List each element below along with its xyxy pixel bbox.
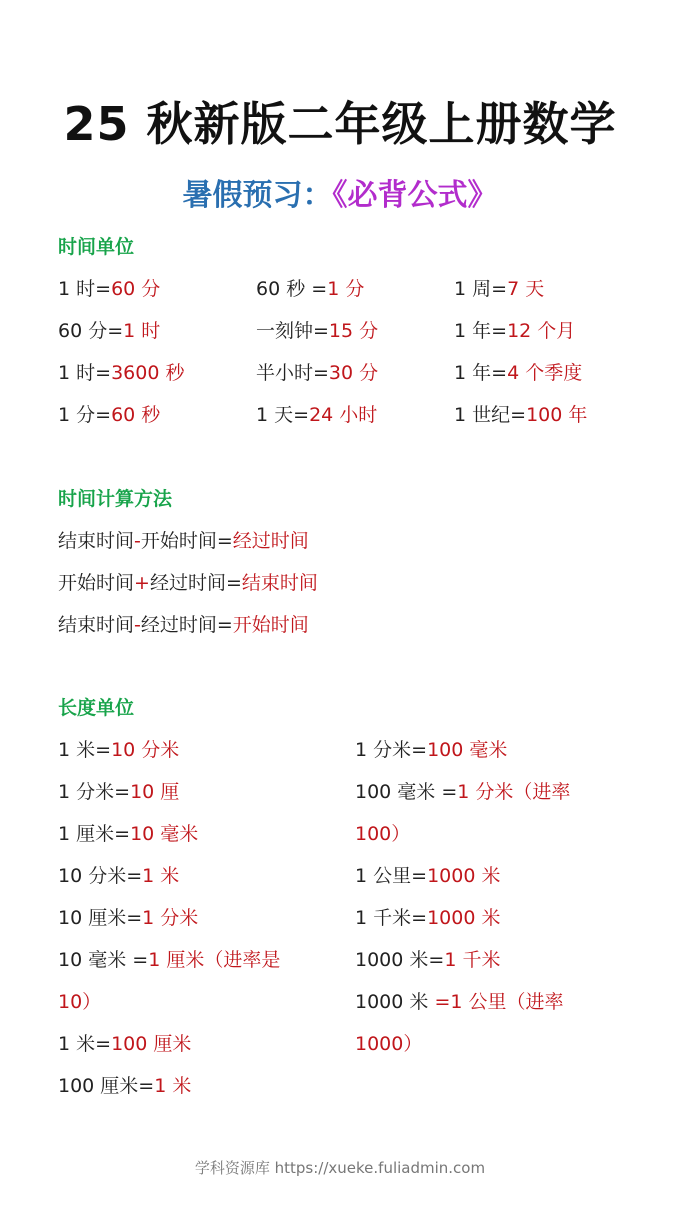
formula-row: 10 厘米=1 分米 (58, 907, 199, 929)
formula-row: 10 毫米 =1 厘米（进率是 (58, 949, 281, 971)
formula-row: 1 米=100 厘米 (58, 1033, 192, 1055)
formula-row: 1 分米=100 毫米 (355, 739, 508, 761)
calc-row: 开始时间+经过时间=结束时间 (58, 572, 318, 594)
formula-row: 1000） (355, 1033, 423, 1055)
section-title-time-units: 时间单位 (58, 236, 135, 258)
formula-row: 1 世纪=100 年 (454, 404, 588, 426)
formula-row: 1 公里=1000 米 (355, 865, 501, 887)
formula-row: 1 时=60 分 (58, 278, 161, 300)
formula-row: 1 米=10 分米 (58, 739, 180, 761)
calc-row: 结束时间-开始时间=经过时间 (58, 530, 309, 552)
formula-row: 60 秒 =1 分 (256, 278, 365, 300)
formula-row: 1 分=60 秒 (58, 404, 161, 426)
formula-row: 1 厘米=10 毫米 (58, 823, 199, 845)
calc-row: 结束时间-经过时间=开始时间 (58, 614, 309, 636)
formula-row: 1 年=4 个季度 (454, 362, 583, 384)
formula-row: 10 分米=1 米 (58, 865, 180, 887)
page-title: 25 秋新版二年级上册数学 (63, 97, 617, 151)
section-title-time-calc: 时间计算方法 (58, 488, 173, 510)
formula-row: 1 千米=1000 米 (355, 907, 501, 929)
formula-row: 一刻钟=15 分 (256, 320, 379, 342)
formula-row: 1 周=7 天 (454, 278, 545, 300)
formula-row: 100） (355, 823, 411, 845)
formula-row: 1 分米=10 厘 (58, 781, 180, 803)
section-title-length-units: 长度单位 (58, 697, 135, 719)
footer-source: 学科资源库 https://xueke.fuliadmin.com (194, 1159, 486, 1177)
formula-row: 1 天=24 小时 (256, 404, 378, 426)
formula-row: 100 厘米=1 米 (58, 1075, 192, 1097)
formula-row: 半小时=30 分 (256, 362, 379, 384)
subtitle-highlight: 《必背公式》 (332, 178, 498, 213)
formula-row: 1 年=12 个月 (454, 320, 576, 342)
formula-row: 1 时=3600 秒 (58, 362, 185, 384)
page-subtitle (0, 170, 680, 214)
formula-row: 1000 米=1 千米 (355, 949, 501, 971)
formula-row: 100 毫米 =1 分米（进率 (355, 781, 571, 803)
formula-row: 1000 米 =1 公里（进率 (355, 991, 564, 1013)
subtitle-prefix: 暑假预习： (182, 178, 333, 213)
formula-row: 10） (58, 991, 102, 1013)
formula-row: 60 分=1 时 (58, 320, 161, 342)
